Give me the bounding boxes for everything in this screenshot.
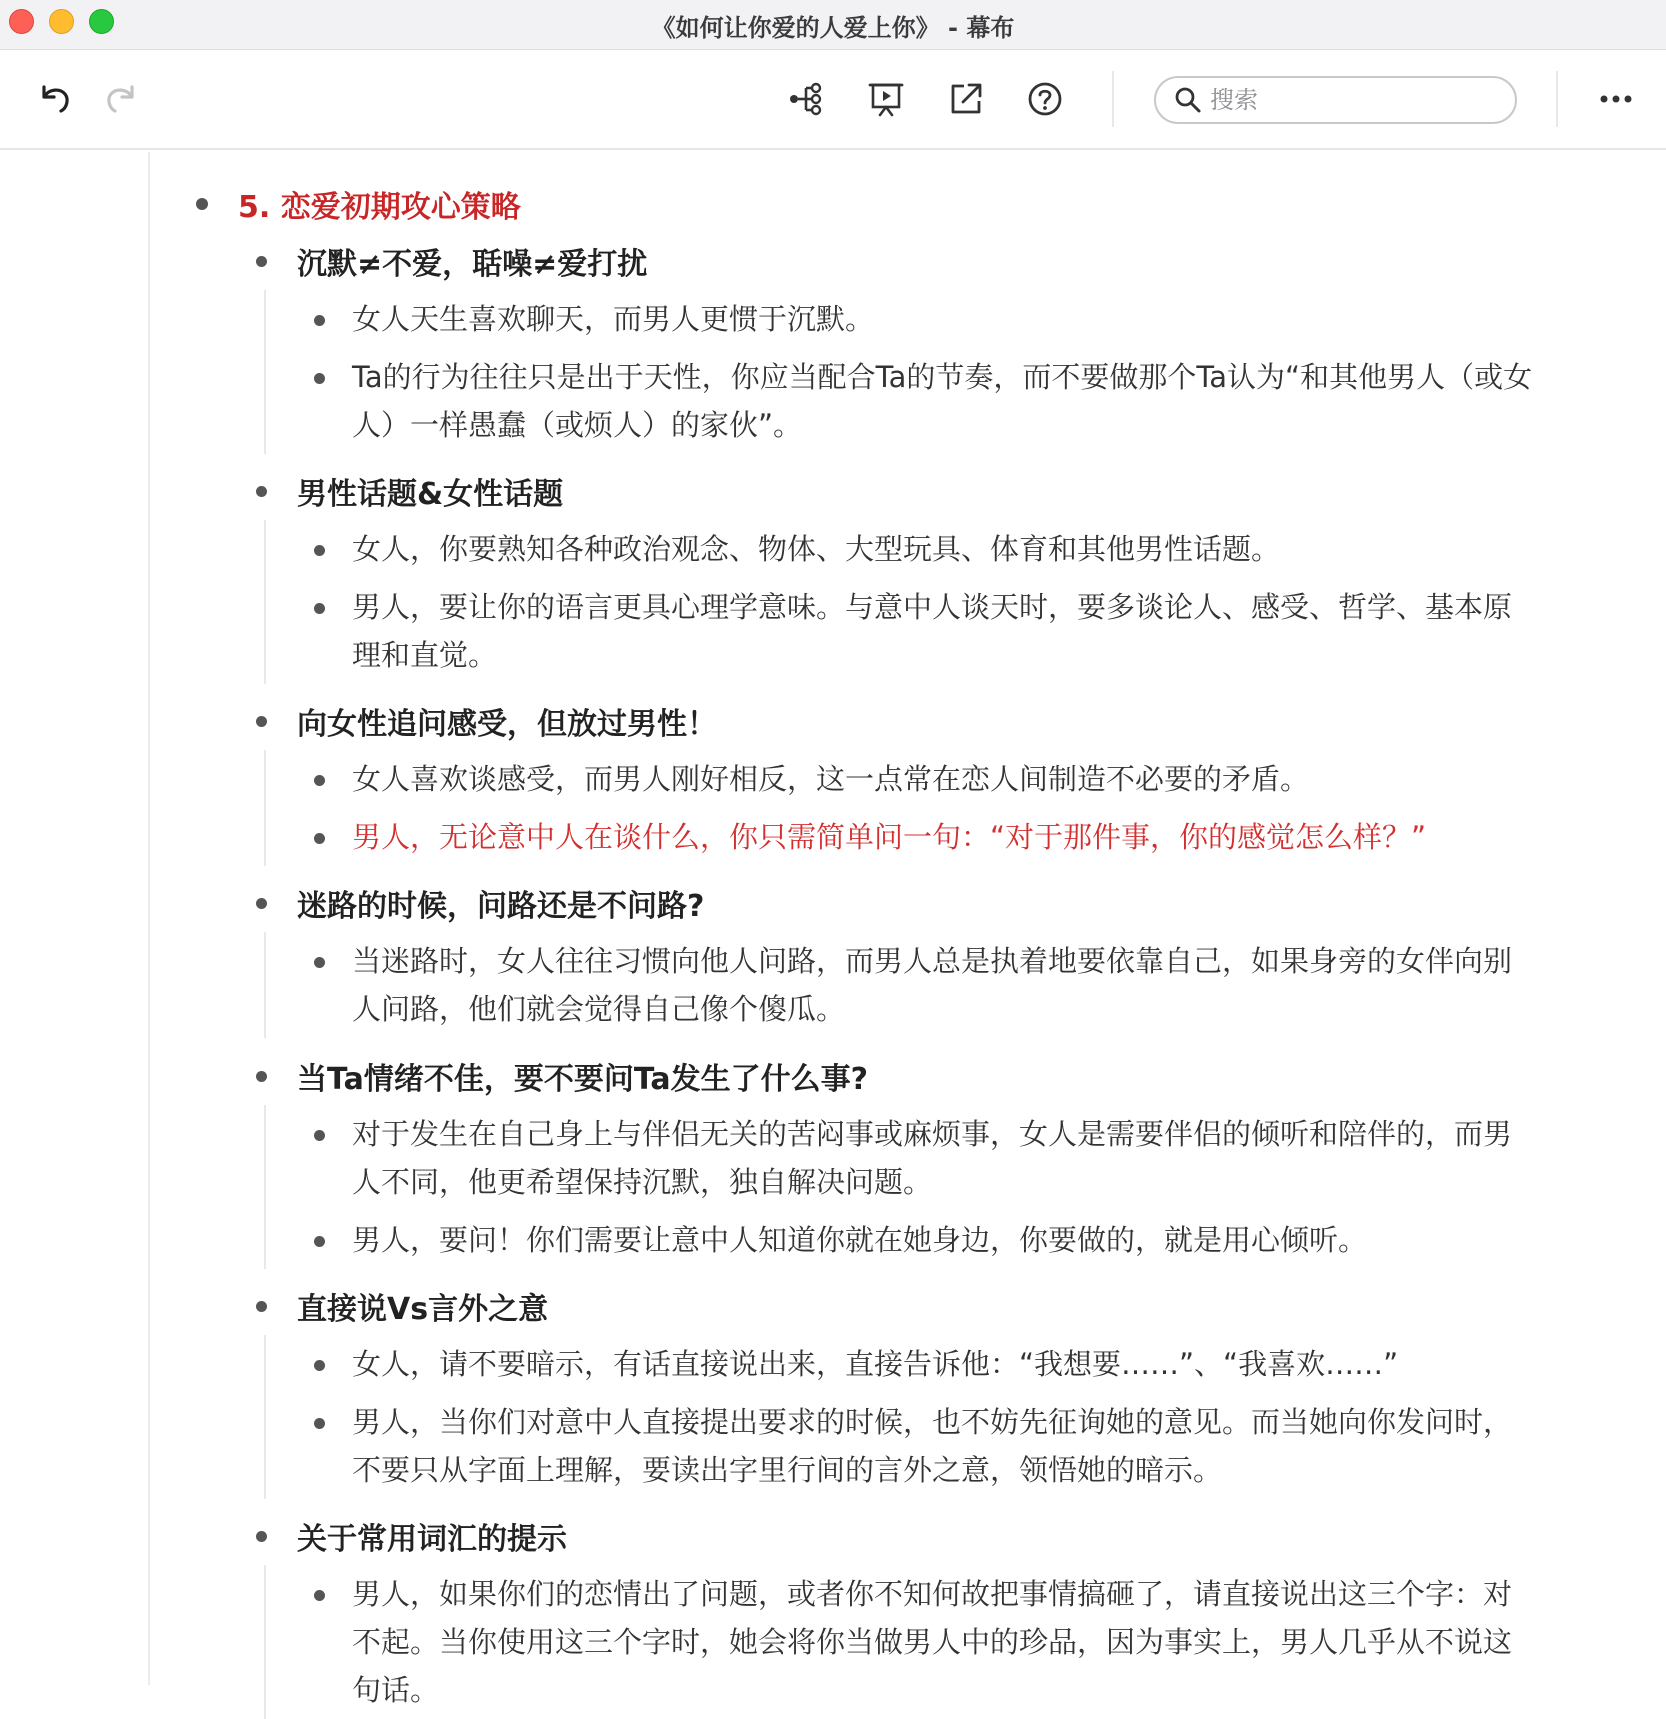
search-box[interactable]	[1154, 76, 1517, 124]
presentation-icon	[866, 79, 906, 119]
outline-section	[256, 232, 1556, 454]
list-item-highlighted[interactable]	[314, 808, 1534, 866]
toolbar-separator	[1112, 71, 1114, 127]
list-item[interactable]	[314, 932, 1534, 1038]
search-input[interactable]	[1210, 86, 1490, 114]
bullet-dot[interactable]	[314, 833, 325, 844]
mindmap-button[interactable]	[782, 75, 830, 123]
item-text[interactable]: 女人，你要熟知各种政治观念、物体、大型玩具、体育和其他男性话题。	[352, 532, 1281, 566]
mindmap-icon	[786, 79, 826, 119]
outline-section	[256, 462, 1556, 684]
search-icon	[1174, 86, 1202, 114]
item-text[interactable]: 女人，请不要暗示，有话直接说出来，直接告诉他：“我想要……”、“我喜欢……”	[352, 1347, 1399, 1381]
section-title-text[interactable]: 向女性追问感受，但放过男性！	[297, 707, 717, 742]
list-item[interactable]	[314, 520, 1534, 578]
help-button[interactable]	[1021, 75, 1069, 123]
section-title[interactable]	[256, 874, 1556, 932]
bullet-dot[interactable]	[256, 898, 267, 909]
bullet-dot[interactable]	[256, 1301, 267, 1312]
section-children	[264, 932, 1556, 1038]
item-text[interactable]: 男人，要问！你们需要让意中人知道你就在她身边，你要做的，就是用心倾听。	[352, 1223, 1368, 1257]
bullet-dot[interactable]	[256, 716, 267, 727]
bullet-dot[interactable]	[314, 1418, 325, 1429]
list-item[interactable]	[314, 1335, 1534, 1393]
outline-editor[interactable]	[0, 152, 1666, 1707]
item-text[interactable]: 女人天生喜欢聊天，而男人更惯于沉默。	[352, 302, 875, 336]
section-title-text[interactable]: 当Ta情绪不佳，要不要问Ta发生了什么事?	[297, 1062, 869, 1097]
section-title[interactable]	[256, 1277, 1556, 1335]
item-text[interactable]: 当迷路时，女人往往习惯向他人问路，而男人总是执着地要依靠自己，如果身旁的女伴向别人问路，他们就会觉得自己像个傻瓜。	[352, 944, 1513, 1026]
item-text[interactable]: 女人喜欢谈感受，而男人刚好相反，这一点常在恋人间制造不必要的矛盾。	[352, 762, 1310, 796]
help-circle-icon	[1025, 79, 1065, 119]
section-title-text[interactable]: 迷路的时候，问路还是不问路?	[297, 889, 705, 924]
item-text[interactable]: Ta的行为往往只是出于天性，你应当配合Ta的节奏，而不要做那个Ta认为“和其他男人（或女人）一样愚蠢（或烦人）的家伙”。	[352, 360, 1533, 442]
item-text[interactable]: 男人，无论意中人在谈什么，你只需简单问一句：“对于那件事，你的感觉怎么样？”	[352, 820, 1427, 854]
more-button[interactable]	[1592, 75, 1640, 123]
redo-icon	[102, 79, 142, 119]
section-title[interactable]	[256, 1507, 1556, 1565]
section-children	[264, 290, 1556, 454]
presentation-button[interactable]	[862, 75, 910, 123]
bullet-dot[interactable]	[314, 603, 325, 614]
section-title[interactable]	[256, 692, 1556, 750]
share-external-icon	[946, 79, 986, 119]
item-text[interactable]: 男人，当你们对意中人直接提出要求的时候，也不妨先征询她的意见。而当她向你发问时，不要只从字面上理解，要读出字里行间的言外之意，领悟她的暗示。	[352, 1405, 1513, 1487]
more-horizontal-icon	[1596, 79, 1636, 119]
section-children	[264, 1565, 1556, 1719]
bullet-dot[interactable]	[314, 957, 325, 968]
list-item[interactable]	[314, 290, 1534, 348]
section-children	[264, 1335, 1556, 1499]
bullet-dot[interactable]	[314, 373, 325, 384]
list-item[interactable]	[314, 1565, 1534, 1719]
window-title: 《如何让你爱的人爱上你》 - 幕布	[651, 14, 1015, 42]
list-item[interactable]	[314, 348, 1534, 454]
section-title[interactable]	[256, 232, 1556, 290]
undo-icon	[34, 79, 74, 119]
section-title-text[interactable]: 直接说Vs言外之意	[297, 1292, 549, 1327]
outline-section	[256, 874, 1556, 1038]
share-button[interactable]	[942, 75, 990, 123]
window-titlebar	[0, 0, 1666, 50]
bullet-dot[interactable]	[314, 545, 325, 556]
toolbar-separator	[1556, 71, 1558, 127]
section-title-text[interactable]: 沉默≠不爱，聒噪≠爱打扰	[297, 247, 648, 282]
list-item[interactable]	[314, 578, 1534, 684]
section-children	[264, 1105, 1556, 1269]
section-children	[264, 750, 1556, 866]
heading-text[interactable]: 5. 恋爱初期攻心策略	[238, 190, 521, 225]
bullet-dot[interactable]	[256, 1071, 267, 1082]
outline-section	[256, 1507, 1556, 1719]
section-title-text[interactable]: 男性话题&女性话题	[297, 477, 564, 512]
section-title-text[interactable]: 关于常用词汇的提示	[297, 1522, 567, 1557]
bullet-dot[interactable]	[256, 256, 267, 267]
outline-heading[interactable]	[196, 182, 521, 226]
bullet-dot[interactable]	[314, 1360, 325, 1371]
outline-guide-line	[148, 152, 150, 1685]
section-title[interactable]	[256, 462, 1556, 520]
bullet-dot[interactable]	[314, 1130, 325, 1141]
item-text[interactable]: 男人，要让你的语言更具心理学意味。与意中人谈天时，要多谈论人、感受、哲学、基本原理和直觉。	[352, 590, 1513, 672]
list-item[interactable]	[314, 1393, 1534, 1499]
bullet-dot[interactable]	[256, 486, 267, 497]
list-item[interactable]	[314, 750, 1534, 808]
outline-section	[256, 1277, 1556, 1499]
outline-section	[256, 692, 1556, 866]
bullet-dot[interactable]	[196, 198, 208, 210]
section-title[interactable]	[256, 1047, 1556, 1105]
bullet-dot[interactable]	[314, 1590, 325, 1601]
item-text[interactable]: 对于发生在自己身上与伴侣无关的苦闷事或麻烦事，女人是需要伴侣的倾听和陪伴的，而男人不同，他更希望保持沉默，独自解决问题。	[352, 1117, 1513, 1199]
bullet-dot[interactable]	[314, 315, 325, 326]
list-item[interactable]	[314, 1105, 1534, 1211]
bullet-dot[interactable]	[314, 775, 325, 786]
section-children	[264, 520, 1556, 684]
redo-button[interactable]	[98, 75, 146, 123]
item-text[interactable]: 男人，如果你们的恋情出了问题，或者你不知何故把事情搞砸了，请直接说出这三个字：对不起。当你使用这三个字时，她会将你当做男人中的珍品，因为事实上，男人几乎从不说这句话。	[352, 1577, 1513, 1707]
bullet-dot[interactable]	[256, 1531, 267, 1542]
undo-button[interactable]	[30, 75, 78, 123]
toolbar	[0, 51, 1666, 150]
outline-section	[256, 1047, 1556, 1269]
bullet-dot[interactable]	[314, 1236, 325, 1247]
list-item[interactable]	[314, 1211, 1534, 1269]
